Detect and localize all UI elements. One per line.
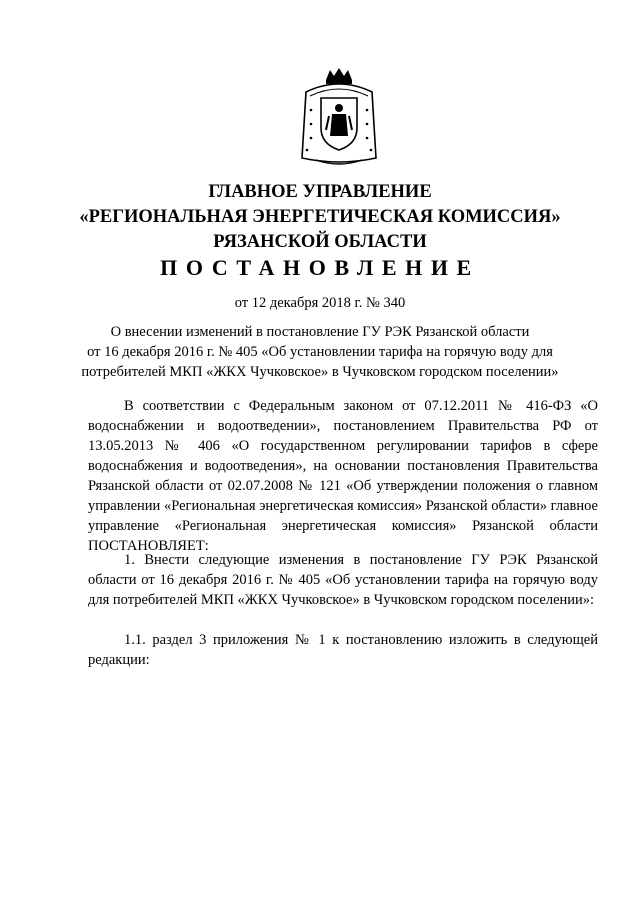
preamble-text: В соответствии с Федеральным законом от 07.12.2011 № 416-ФЗ «О водоснабжении и водоотведении», постановлением Правительства РФ от 13.05.2013 № 406 «О государственном регулировании тарифов в сфере водоснабжения и водоотведения», на основании постановления Правительства Рязанской области от 02.07.2008 № 121 «Об утверждении положения о главном управлении «Региональная энергетическая комиссия» Рязанской области» главное управление «Региональная энергетическая комиссия» Рязанской области ПОСТАНОВЛЯЕТ: [88, 398, 598, 554]
date-number: от 12 декабря 2018 г. № 340 [234, 295, 406, 311]
item-1-paragraph [88, 550, 598, 610]
org-line-3: РЯЗАНСКОЙ ОБЛАСТИ [213, 232, 427, 252]
organization-title [0, 180, 640, 255]
item-1-1-paragraph [88, 630, 598, 670]
coat-of-arms-icon [296, 66, 382, 170]
subject-line-1: О внесении изменений в постановление ГУ РЭК Рязанской области [110, 324, 530, 340]
subject-line-2: от 16 декабря 2016 г. № 405 «Об установлении тарифа на горячую воду для [87, 344, 553, 360]
document-type: ПОСТАНОВЛЕНИЕ [160, 255, 480, 280]
org-line-2: «РЕГИОНАЛЬНАЯ ЭНЕРГЕТИЧЕСКАЯ КОМИССИЯ» [79, 207, 561, 227]
org-line-1: ГЛАВНОЕ УПРАВЛЕНИЕ [208, 182, 432, 202]
document-subject [0, 322, 640, 382]
item-1-text: 1. Внести следующие изменения в постановление ГУ РЭК Рязанской области от 16 декабря 2016 г. № 405 «Об установлении тарифа на горячую воду для потребителей МКП «ЖКХ Чучковское» в Чучковском городском поселении»: [88, 552, 598, 608]
item-1-1-text: 1.1. раздел 3 приложения № 1 к постановлению изложить в следующей редакции: [88, 632, 598, 668]
subject-line-3: потребителей МКП «ЖКХ Чучковское» в Чучковском городском поселении» [81, 364, 559, 380]
preamble-paragraph [88, 396, 598, 556]
